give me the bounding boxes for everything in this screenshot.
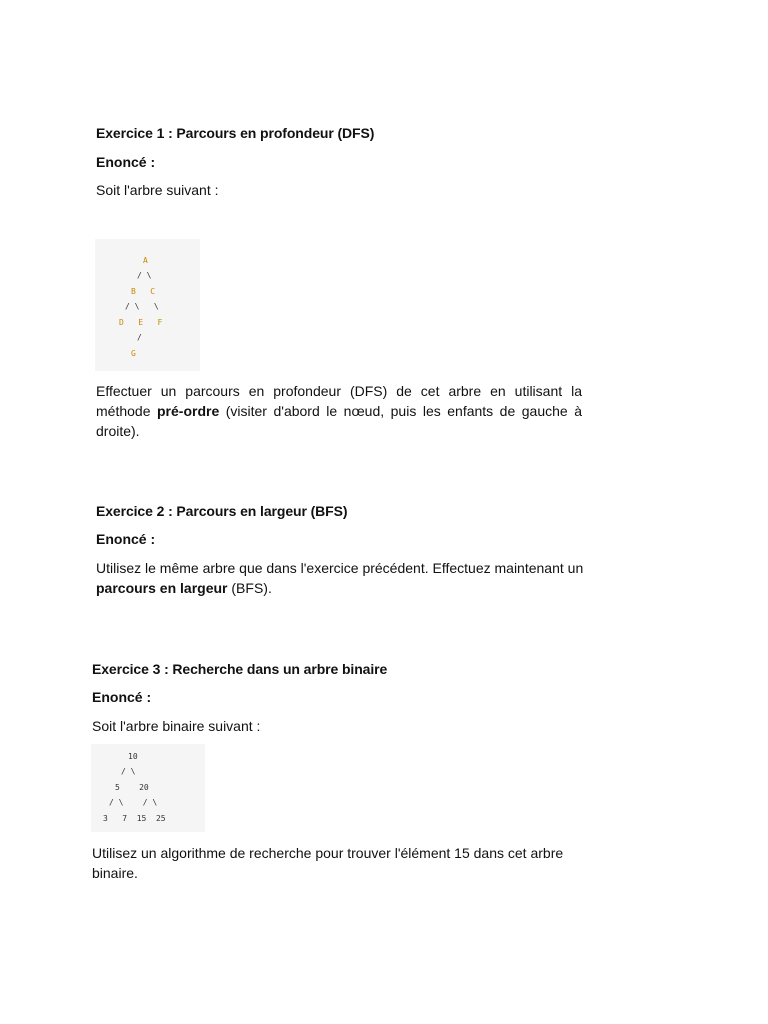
tree-1-line-7: G bbox=[131, 349, 136, 358]
tree-1-line-2: / \ bbox=[137, 271, 152, 280]
preorder-bold: pré-ordre bbox=[157, 403, 220, 419]
exercise-1-title: Exercice 1 : Parcours en profondeur (DFS) bbox=[96, 125, 375, 141]
tree-2-line-4: / \ / \ bbox=[109, 798, 158, 807]
tree-2-line-5: 3 7 15 25 bbox=[103, 814, 166, 823]
exercise-2-instructions: Utilisez le même arbre que dans l'exercice précédent. Effectuez maintenant un parcours en largeur (BFS). bbox=[96, 560, 584, 596]
tree-1-line-1: A bbox=[143, 256, 148, 265]
exercise-3-label: Enoncé : bbox=[92, 689, 152, 705]
tree-diagram-2 bbox=[91, 744, 205, 832]
exercise-2-label: Enoncé : bbox=[96, 531, 156, 547]
tree-2-line-1: 10 bbox=[128, 752, 138, 761]
tree-2-line-3: 5 20 bbox=[115, 783, 149, 792]
tree-1-line-3: B C bbox=[131, 287, 156, 296]
exercise-3-instructions: Utilisez un algorithme de recherche pour trouver l'élément 15 dans cet arbre binaire. bbox=[92, 845, 564, 881]
exercise-1-label: Enoncé : bbox=[96, 154, 156, 170]
tree-1-line-4: / \ \ bbox=[125, 302, 159, 311]
tree-diagram-1 bbox=[95, 239, 200, 371]
exercise-1-instructions: Effectuer un parcours en profondeur (DFS) de cet arbre en utilisant la méthode pré-ordre (visiter d'abord le nœud, puis les enfants de gauche à droite). bbox=[96, 383, 582, 439]
tree-2-line-2: / \ bbox=[121, 767, 136, 776]
exercise-3-title: Exercice 3 : Recherche dans un arbre binaire bbox=[92, 661, 388, 677]
exercise-3-intro: Soit l'arbre binaire suivant : bbox=[92, 718, 261, 734]
exercise-2-title: Exercice 2 : Parcours en largeur (BFS) bbox=[96, 503, 348, 519]
bfs-bold: parcours en largeur bbox=[96, 580, 228, 596]
exercise-1-intro: Soit l'arbre suivant : bbox=[96, 182, 219, 198]
tree-1-line-5: D E F bbox=[119, 318, 163, 327]
tree-1-line-6: / bbox=[137, 333, 142, 342]
